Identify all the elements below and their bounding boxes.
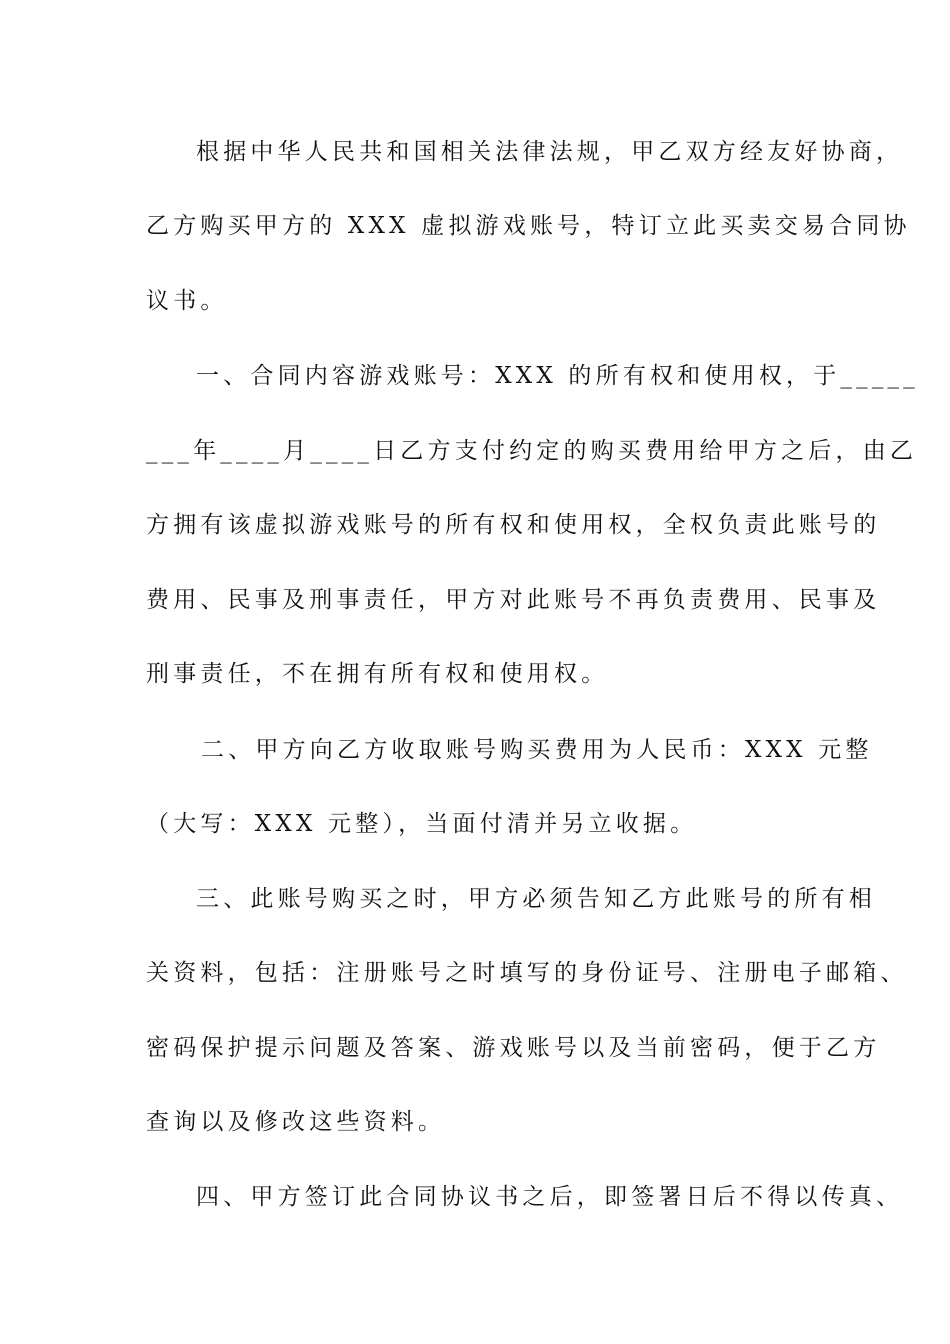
clause-1-line-1: 一、合同内容游戏账号：XXX 的所有权和使用权，于_____: [196, 363, 919, 389]
clause-1-line-4: 费用、民事及刑事责任，甲方对此账号不再负责费用、民事及: [146, 587, 881, 613]
clause-1-line-3: 方拥有该虚拟游戏账号的所有权和使用权，全权负责此账号的: [146, 512, 881, 538]
paragraph-intro-line-1: 根据中华人民共和国相关法律法规，甲乙双方经友好协商，: [196, 139, 904, 165]
clause-3-line-4: 查询以及修改这些资料。: [146, 1109, 446, 1135]
clause-3-line-2: 关资料，包括：注册账号之时填写的身份证号、注册电子邮箱、: [146, 960, 908, 986]
clause-1-line-5: 刑事责任，不在拥有所有权和使用权。: [146, 661, 609, 687]
clause-3-line-3: 密码保护提示问题及答案、游戏账号以及当前密码，便于乙方: [146, 1035, 881, 1061]
clause-2-line-2: （大写：XXX 元整），当面付清并另立收据。: [146, 811, 698, 837]
clause-2-line-1: 二、甲方向乙方收取账号购买费用为人民币：XXX 元整: [201, 737, 873, 763]
paragraph-intro-line-3: 议书。: [146, 288, 228, 314]
clause-1-line-2: ___年____月____日乙方支付约定的购买费用给甲方之后，由乙: [146, 438, 918, 464]
clause-4-line-1: 四、甲方签订此合同协议书之后，即签署日后不得以传真、: [196, 1184, 904, 1210]
paragraph-intro-line-2: 乙方购买甲方的 XXX 虚拟游戏账号，特订立此买卖交易合同协: [146, 213, 911, 239]
clause-3-line-1: 三、此账号购买之时，甲方必须告知乙方此账号的所有相: [196, 886, 876, 912]
